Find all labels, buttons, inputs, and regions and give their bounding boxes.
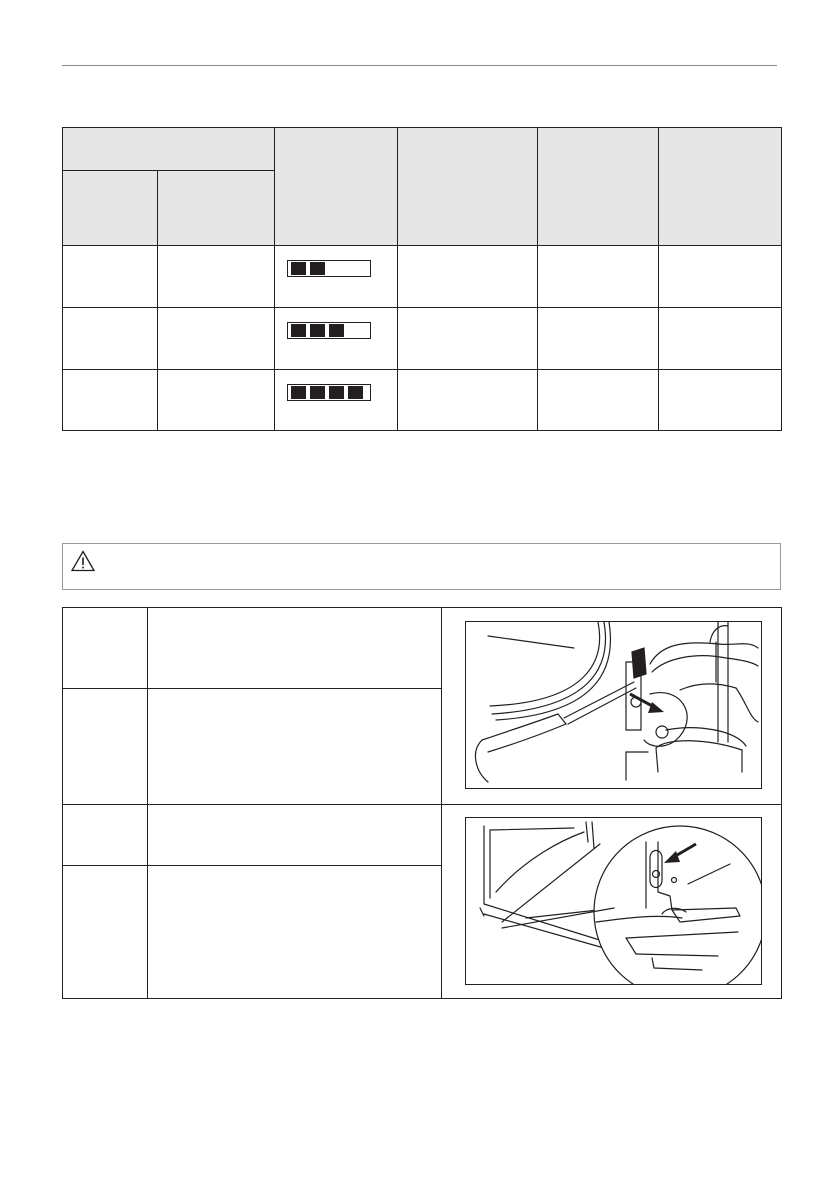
- table-cell: [158, 370, 275, 431]
- divider: [63, 865, 442, 866]
- screwdriver-hinge-illustration: [466, 622, 761, 788]
- table-cell: [63, 370, 158, 431]
- level-bar: [310, 324, 325, 337]
- table-cell: [659, 370, 782, 431]
- table-row: [63, 370, 782, 431]
- divider: [63, 688, 442, 689]
- divider: [441, 608, 442, 998]
- table-row: [63, 246, 782, 308]
- header-cell-group: [63, 128, 275, 171]
- level-bar: [291, 262, 306, 275]
- level-bar: [348, 386, 363, 399]
- level-table: [62, 127, 782, 431]
- level-bar: [329, 386, 344, 399]
- divider: [147, 608, 148, 998]
- level-indicator-4: [287, 384, 371, 401]
- table-cell: [63, 246, 158, 308]
- table-cell: [538, 308, 659, 370]
- table-cell: [659, 308, 782, 370]
- table-cell: [659, 246, 782, 308]
- level-indicator-cell: [275, 246, 398, 308]
- level-bar: [291, 324, 306, 337]
- warning-triangle-icon: [71, 550, 95, 572]
- table-cell: [398, 370, 538, 431]
- header-cell-col6: [659, 128, 782, 246]
- header-cell-sub1: [63, 171, 158, 246]
- steps-table: [62, 607, 782, 999]
- header-cell-level: [275, 128, 398, 246]
- table-cell: [158, 246, 275, 308]
- level-bar: [310, 262, 325, 275]
- level-bar: [291, 386, 306, 399]
- table-cell: [398, 308, 538, 370]
- hinge-magnified-illustration: [466, 818, 761, 984]
- level-indicator-cell: [275, 370, 398, 431]
- table-row: [63, 308, 782, 370]
- header-cell-col4: [398, 128, 538, 246]
- warning-box: [62, 543, 781, 590]
- door-hinge-detail-figure: [465, 817, 762, 985]
- header-cell-sub2: [158, 171, 275, 246]
- table-cell: [158, 308, 275, 370]
- header-rule: [62, 65, 777, 66]
- table-cell: [538, 370, 659, 431]
- level-bar: [329, 324, 344, 337]
- table-cell: [63, 308, 158, 370]
- level-indicator-2: [287, 260, 371, 277]
- table-cell: [538, 246, 659, 308]
- level-indicator-3: [287, 322, 371, 339]
- level-indicator-cell: [275, 308, 398, 370]
- level-bar: [310, 386, 325, 399]
- table-cell: [398, 246, 538, 308]
- divider: [63, 804, 781, 805]
- header-cell-col5: [538, 128, 659, 246]
- door-hinge-lever-figure: [465, 621, 762, 789]
